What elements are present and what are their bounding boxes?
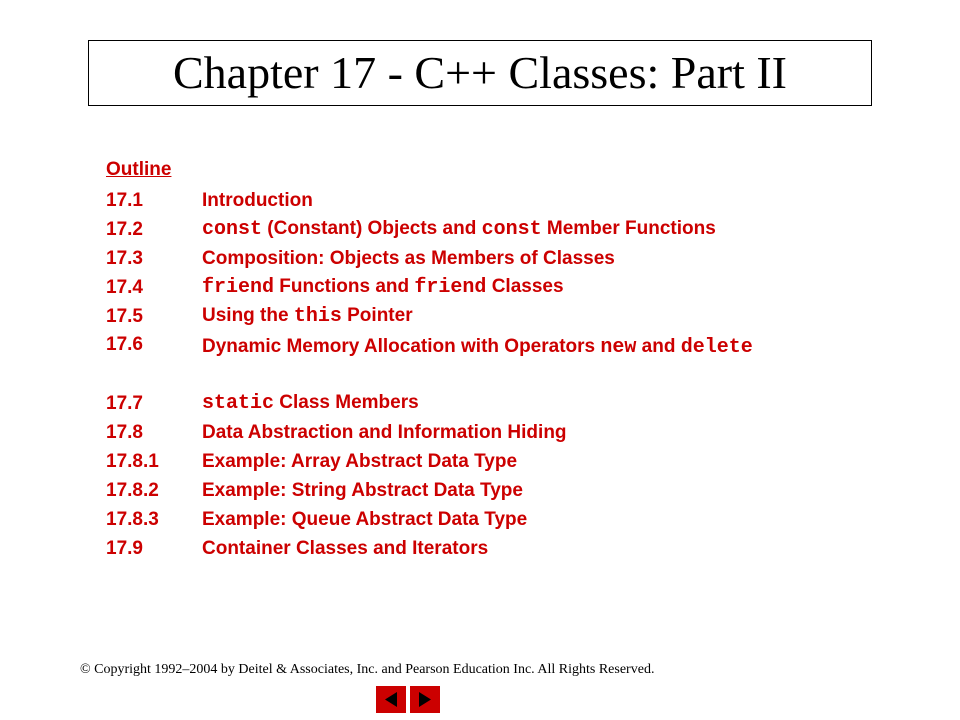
outline-item-text (202, 303, 413, 330)
outline-item (106, 186, 753, 215)
outline-text-part: Introduction (202, 189, 313, 211)
outline-item-text (202, 536, 488, 562)
outline-text-part: Pointer (341, 305, 413, 326)
outline-item-text (202, 334, 753, 361)
outline-item (106, 505, 753, 534)
outline-item (106, 447, 753, 476)
outline-item (106, 215, 753, 244)
outline-text-part: Composition: Objects as Members of Classes (202, 247, 615, 269)
outline-item-number: 17.6 (106, 334, 143, 355)
outline-item (106, 476, 753, 505)
outline-item (106, 244, 753, 273)
code-keyword: friend (202, 276, 275, 299)
copyright-notice: © Copyright 1992–2004 by Deitel & Associates, Inc. and Pearson Education Inc. All Rights Reserved. (80, 662, 655, 677)
outline-text-part: Example: Queue Abstract Data Type (202, 508, 528, 530)
outline-item-text (202, 507, 527, 533)
outline-item (106, 331, 753, 389)
previous-slide-button[interactable] (376, 686, 406, 713)
outline-heading: Outline (106, 159, 172, 180)
code-keyword: new (600, 336, 637, 359)
outline-text-part: Container Classes and Iterators (202, 537, 489, 559)
outline-text-part: Using the (202, 305, 294, 326)
outline-text-part: Dynamic Memory Allocation with Operators (202, 336, 601, 357)
outline-item-number: 17.1 (106, 189, 143, 211)
outline-item (106, 418, 753, 447)
outline-item (106, 273, 753, 302)
outline-item-text (202, 246, 615, 272)
code-keyword: const (202, 218, 263, 241)
outline-text-part: Functions and (274, 276, 415, 297)
outline-item-number: 17.8.2 (106, 479, 159, 501)
outline-items (106, 186, 753, 563)
outline-item-number: 17.2 (106, 218, 143, 240)
outline-item-text (202, 390, 419, 417)
outline-item-number: 17.7 (106, 392, 143, 414)
outline-item-text (202, 188, 313, 214)
outline-item-text (202, 274, 564, 301)
outline-item-text (202, 216, 716, 243)
outline-item-number: 17.3 (106, 247, 143, 269)
next-slide-button[interactable] (410, 686, 440, 713)
outline-item-number: 17.8.1 (106, 450, 159, 472)
outline-text-part: Classes (486, 276, 564, 297)
outline-item-number: 17.5 (106, 305, 143, 327)
code-keyword: this (293, 305, 342, 328)
outline-text-part: and (636, 336, 681, 357)
outline-item-number: 17.4 (106, 276, 143, 298)
code-keyword: friend (414, 276, 487, 299)
outline-text-part: Example: Array Abstract Data Type (202, 450, 518, 472)
code-keyword: const (481, 218, 542, 241)
outline-item (106, 389, 753, 418)
outline-text-part: Class Members (274, 392, 419, 413)
code-keyword: static (202, 392, 275, 415)
outline-item (106, 302, 753, 331)
outline-item-text (202, 449, 517, 475)
outline-item-number: 17.9 (106, 537, 143, 559)
outline-text-part: Data Abstraction and Information Hiding (202, 421, 567, 443)
title-box (88, 40, 872, 106)
outline-text-part: Member Functions (541, 218, 716, 239)
right-arrow-icon (410, 686, 440, 713)
outline-text-part: (Constant) Objects and (262, 218, 482, 239)
outline-list (106, 158, 753, 563)
code-keyword: delete (680, 336, 753, 359)
outline-item-text (202, 478, 523, 504)
outline-item-number: 17.8.3 (106, 508, 159, 530)
outline-text-part: Example: String Abstract Data Type (202, 479, 523, 501)
outline-item-text (202, 420, 567, 446)
slide-title: Chapter 17 - C++ Classes: Part II (172, 47, 787, 98)
outline-item (106, 534, 753, 563)
outline-item-number: 17.8 (106, 421, 143, 443)
left-arrow-icon (376, 686, 406, 713)
